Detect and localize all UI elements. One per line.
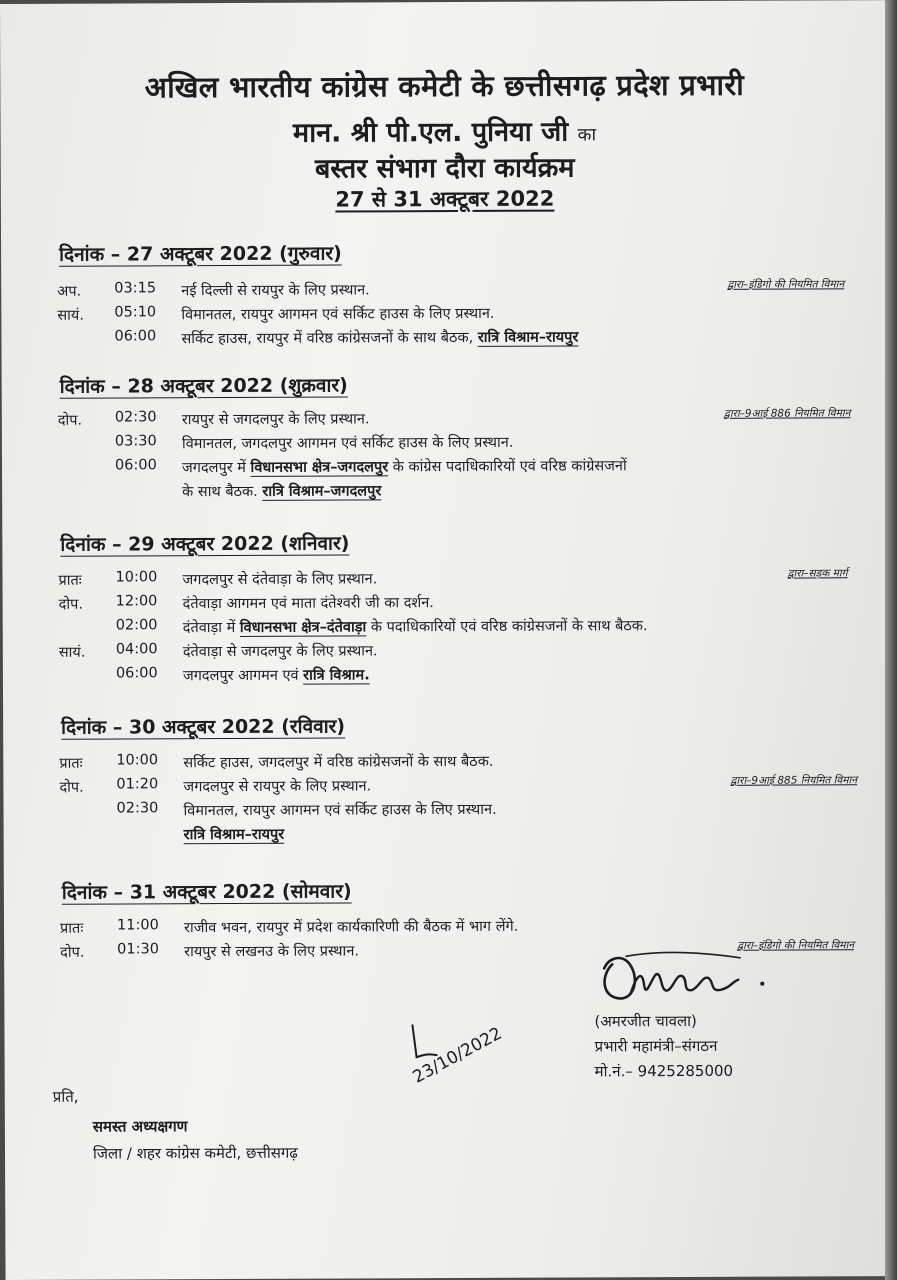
entry-time: 02:30 — [116, 800, 159, 817]
recipients-line-2: जिला / शहर कांग्रेस कमेटी, छत्तीसगढ़ — [92, 1143, 298, 1163]
entry-text: विमानतल, रायपुर आगमन एवं सर्किट हाउस के लिए प्रस्थान. — [181, 305, 495, 324]
entry-time: 05:10 — [114, 304, 157, 321]
entry-time: 06:00 — [115, 665, 158, 682]
schedule-entry — [4, 914, 892, 940]
entry-description — [183, 664, 370, 685]
schedule-entry — [3, 614, 891, 640]
entry-text: नई दिल्ली से रायपुर के लिए प्रस्थान. — [181, 282, 370, 300]
schedule-entry — [2, 430, 890, 456]
day-heading: दिनांक – 27 अक्टूबर 2022 (गुरुवार) — [59, 242, 342, 266]
recipients-label: प्रति, — [52, 1087, 79, 1106]
entry-highlight: विधानसभा क्षेत्र–जगदलपुर — [250, 459, 389, 476]
entry-text: रायपुर से लखनउ के लिए प्रस्थान. — [184, 943, 360, 961]
signatory-designation: प्रभारी महामंत्री–संगठन — [594, 1036, 718, 1056]
entry-time: 12:00 — [115, 593, 158, 610]
entry-period: दोप. — [60, 944, 85, 961]
header-line-2 — [0, 110, 888, 151]
entry-highlight: रात्रि विश्राम–जगदलपुर — [262, 483, 382, 500]
schedule-entry — [3, 797, 891, 823]
entry-time: 02:30 — [114, 409, 157, 426]
schedule-entry — [3, 773, 891, 799]
day-heading: दिनांक – 28 अक्टूबर 2022 (शुक्रवार) — [59, 374, 348, 398]
entry-transport: द्वारा–9आई 886 नियमित विमान — [723, 407, 851, 420]
schedule-entry — [3, 638, 891, 664]
entry-time: 01:30 — [117, 941, 159, 958]
entry-time: 11:00 — [116, 917, 159, 934]
header-line-1: अखिल भारतीय कांग्रेस कमेटी के छत्तीसगढ़ प्रदेश प्रभारी — [144, 67, 745, 105]
entry-description — [182, 480, 381, 501]
entry-transport: द्वारा–सड़क मार्ग — [787, 567, 848, 580]
entry-transport: द्वारा–इंडिगो की नियमित विमान — [727, 278, 845, 291]
entry-time: 03:30 — [114, 433, 157, 450]
schedule-entry — [1, 325, 889, 351]
entry-text: दंतेवाड़ा में — [182, 619, 236, 637]
entry-highlight: विधानसभा क्षेत्र–दंतेवाड़ा — [239, 619, 367, 636]
day-heading: दिनांक – 31 अक्टूबर 2022 (सोमवार) — [61, 880, 352, 904]
entry-time: 10:00 — [115, 569, 158, 586]
entry-highlight: रात्रि विश्राम. — [303, 667, 370, 684]
schedule-entry — [1, 301, 889, 327]
entry-text: जगदलपुर में — [181, 459, 246, 477]
schedule-entry — [4, 821, 892, 847]
entry-period: दोप. — [58, 596, 83, 613]
entry-period: सायं. — [57, 307, 84, 324]
entry-period: अप. — [57, 283, 82, 300]
page-edge-shadow — [885, 0, 897, 1280]
day-heading: दिनांक – 29 अक्टूबर 2022 (शनिवार) — [60, 532, 350, 556]
entry-description — [182, 455, 627, 477]
schedule-entry — [2, 566, 890, 592]
entry-time: 10:00 — [116, 752, 159, 769]
entry-highlight: रात्रि विश्राम–रायपुर — [477, 329, 579, 346]
entry-time: 02:00 — [115, 617, 158, 634]
entry-period: प्रातः — [58, 572, 82, 589]
header-line-3: बस्तर संभाग दौरा कार्यक्रम — [314, 152, 575, 185]
entry-transport: द्वारा–इंडिगो की नियमित विमान — [737, 939, 855, 952]
entry-time: 04:00 — [115, 641, 158, 658]
entry-description — [181, 326, 578, 348]
signatory-phone: मो.नं.– 9425285000 — [594, 1061, 734, 1081]
entry-text: के साथ बैठक. — [182, 483, 258, 501]
initials-date: 23/10/2022 — [409, 1023, 506, 1088]
dignitary-suffix: का — [577, 124, 597, 146]
schedule-entry — [2, 406, 890, 432]
entry-text: रायपुर से जगदलपुर के लिए प्रस्थान. — [181, 411, 370, 429]
entry-time: 03:15 — [114, 280, 157, 297]
dignitary-name: मान. श्री पी.एल. पुनिया जी — [292, 116, 569, 149]
entry-text: जगदलपुर आगमन एवं — [182, 667, 299, 685]
entry-text-after: के पदाधिकारियों एवं वरिष्ठ कांग्रेसजनों के साथ बैठक. — [370, 618, 648, 636]
header-date-range: 27 से 31 अक्टूबर 2022 — [335, 186, 555, 212]
entry-time: 01:20 — [116, 776, 159, 793]
schedule-entry — [3, 590, 891, 616]
entry-text: विमानतल, रायपुर आगमन एवं सर्किट हाउस के लिए प्रस्थान. — [183, 801, 497, 820]
entry-period: सायं. — [58, 644, 86, 661]
day-heading: दिनांक – 30 अक्टूबर 2022 (रविवार) — [61, 715, 346, 739]
entry-time: 06:00 — [114, 328, 157, 345]
handwritten-signature — [590, 945, 830, 1016]
entry-highlight: रात्रि विश्राम–रायपुर — [183, 826, 285, 844]
entry-period: प्रातः — [59, 755, 83, 772]
schedule-entry — [1, 277, 889, 303]
entry-text: दंतेवाड़ा से जगदलपुर के लिए प्रस्थान. — [182, 643, 378, 661]
schedule-entry — [3, 662, 891, 688]
entry-time: 06:00 — [114, 457, 157, 474]
signatory-block — [594, 1011, 733, 1087]
entry-period: दोप. — [57, 412, 83, 429]
schedule-entry — [2, 478, 890, 504]
entry-description — [184, 824, 285, 844]
entry-text: सर्किट हाउस, रायपुर में वरिष्ठ कांग्रेसजनों के साथ बैठक, — [181, 329, 474, 348]
entry-text: दंतेवाड़ा आगमन एवं माता दंतेश्वरी जी का दर्शन. — [182, 595, 434, 613]
entry-period: दोप. — [59, 779, 84, 796]
entry-text: विमानतल, जगदलपुर आगमन एवं सर्किट हाउस के लिए प्रस्थान. — [181, 434, 514, 453]
handwritten-initials — [402, 1017, 512, 1097]
entry-text: सर्किट हाउस, जगदलपुर में वरिष्ठ कांग्रेसजनों के साथ बैठक. — [183, 753, 494, 772]
recipients-line-1: समस्त अध्यक्षगण — [92, 1117, 188, 1136]
entry-text: राजीव भवन, रायपुर में प्रदेश कार्यकारिणी की बैठक में भाग लेंगे. — [183, 918, 519, 937]
entry-transport: द्वारा–9आई 885 नियमित विमान — [730, 774, 858, 787]
entry-description — [183, 615, 648, 637]
schedule-entry — [3, 749, 891, 775]
entry-text: जगदलपुर से दंतेवाड़ा के लिए प्रस्थान. — [182, 571, 378, 589]
entry-text: जगदलपुर से रायपुर के लिए प्रस्थान. — [183, 778, 372, 796]
schedule-entry — [2, 454, 890, 480]
entry-period: प्रातः — [60, 920, 84, 937]
signatory-name: (अमरजीत चावला) — [594, 1011, 697, 1031]
entry-text-after: के कांग्रेस पदाधिकारियों एवं वरिष्ठ कांग्रेसजनों — [392, 458, 627, 476]
